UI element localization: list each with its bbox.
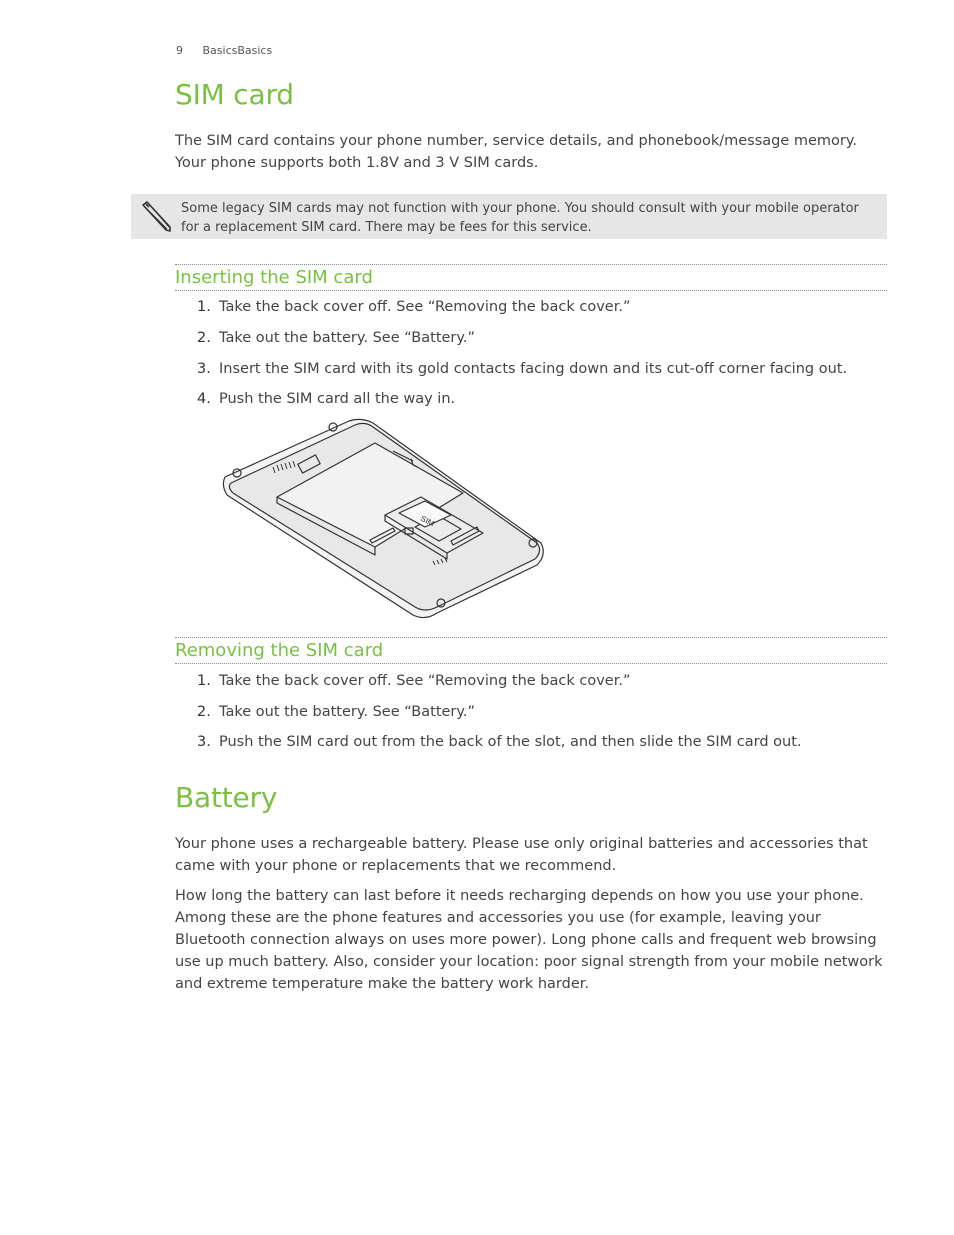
battery-paragraph: How long the battery can last before it needs recharging depends on how you use your phone. Among these are the phone features and accessories you use (for example, leaving your Bluetooth connection always on uses more power). Long phone calls and frequent web browsing use up much battery. Also, consider your location: poor signal strength from your mobile network and extreme temperature make the battery work harder. xyxy=(175,888,883,992)
inserting-title: Inserting the SIM card xyxy=(175,267,373,288)
list-item xyxy=(197,391,897,407)
page-header xyxy=(176,44,272,57)
list-item xyxy=(197,673,897,689)
list-item xyxy=(197,361,897,377)
step-number: 3. xyxy=(197,734,211,750)
list-item xyxy=(197,704,897,720)
removing-section-heading xyxy=(175,637,887,664)
list-item xyxy=(197,299,897,315)
pencil-icon xyxy=(137,198,173,234)
step-number: 1. xyxy=(197,299,211,315)
list-item xyxy=(197,330,897,346)
step-number: 3. xyxy=(197,361,211,377)
step-text: Insert the SIM card with its gold contacts facing down and its cut-off corner facing out. xyxy=(219,361,848,377)
note-box xyxy=(131,194,887,239)
step-number: 1. xyxy=(197,673,211,689)
step-text: Push the SIM card out from the back of the slot, and then slide the SIM card out. xyxy=(219,734,802,750)
step-text: Take out the battery. See “Battery.” xyxy=(219,704,476,720)
battery-paragraph: Your phone uses a rechargeable battery. Please use only original batteries and accessories that came with your phone or replacements that we recommend. xyxy=(175,836,868,874)
removing-title: Removing the SIM card xyxy=(175,640,384,661)
step-text: Take the back cover off. See “Removing the back cover.” xyxy=(219,673,631,689)
step-number: 4. xyxy=(197,391,211,407)
sim-card-title: SIM card xyxy=(175,78,294,111)
battery-title: Battery xyxy=(175,781,278,814)
step-text: Push the SIM card all the way in. xyxy=(219,391,456,407)
page-number: 9 xyxy=(176,44,183,57)
list-item xyxy=(197,734,897,750)
section-name: BasicsBasics xyxy=(202,44,273,57)
note-text: Some legacy SIM cards may not function with your phone. You should consult with your mobile operator for a replacement SIM card. There may be fees for this service. xyxy=(181,201,859,235)
sim-label: SIM xyxy=(419,513,436,529)
inserting-section-heading xyxy=(175,264,887,291)
step-text: Take out the battery. See “Battery.” xyxy=(219,330,476,346)
phone-sim-illustration xyxy=(215,415,550,625)
sim-card-intro: The SIM card contains your phone number, service details, and phonebook/message memory. Your phone supports both 1.8V and 3 V SIM cards. xyxy=(175,133,858,171)
step-number: 2. xyxy=(197,330,211,346)
step-number: 2. xyxy=(197,704,211,720)
step-text: Take the back cover off. See “Removing the back cover.” xyxy=(219,299,631,315)
